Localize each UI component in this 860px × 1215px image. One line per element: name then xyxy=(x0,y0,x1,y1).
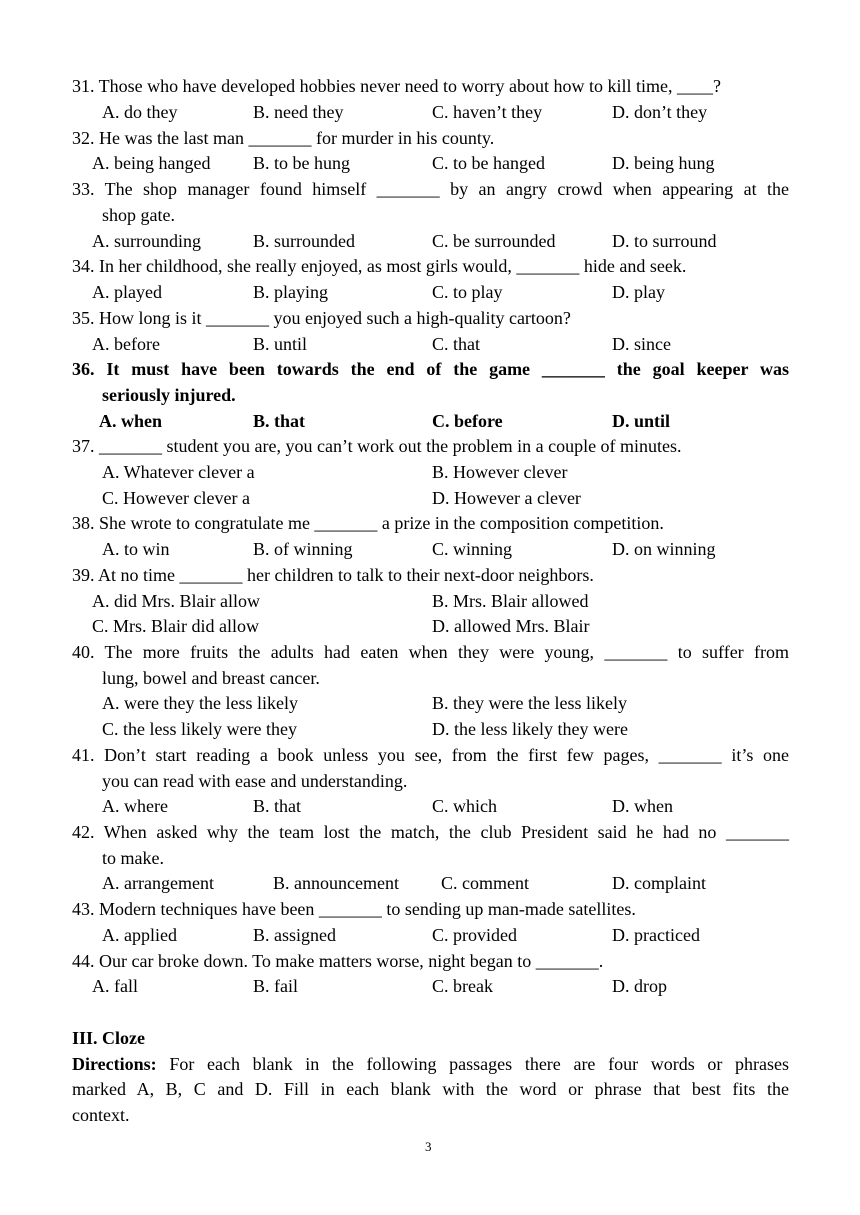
question-44-option-c: C. break xyxy=(432,976,493,996)
question-32-option-d: D. being hung xyxy=(612,153,715,173)
question-37-stem: 37. _______ student you are, you can’t work out the problem in a couple of minutes. xyxy=(72,436,682,456)
question-34-option-b: B. playing xyxy=(253,282,328,302)
question-33-stem: 33. The shop manager found himself _______ by an angry crowd when appearing at the xyxy=(72,179,789,199)
question-39-option-a: A. did Mrs. Blair allow xyxy=(92,591,260,611)
question-33-stem-continued: shop gate. xyxy=(102,205,175,225)
question-38-option-b: B. of winning xyxy=(253,539,353,559)
question-36-option-d: D. until xyxy=(612,411,671,431)
directions-line-1 xyxy=(72,1054,789,1074)
question-32-stem: 32. He was the last man _______ for murder in his county. xyxy=(72,128,495,148)
question-37-option-d: D. However a clever xyxy=(432,488,581,508)
question-42-option-a: A. arrangement xyxy=(102,873,214,893)
question-34-option-c: C. to play xyxy=(432,282,503,302)
question-36-option-a: A. when xyxy=(99,411,163,431)
question-31-option-b: B. need they xyxy=(253,102,344,122)
question-40-option-d: D. the less likely they were xyxy=(432,719,628,739)
question-37-option-c: C. However clever a xyxy=(102,488,250,508)
question-34-option-d: D. play xyxy=(612,282,665,302)
question-41-option-c: C. which xyxy=(432,796,497,816)
question-40-stem-continued: lung, bowel and breast cancer. xyxy=(102,668,320,688)
directions-text-1: For each blank in the following passages there are four words or phrases xyxy=(169,1054,790,1074)
question-43-option-a: A. applied xyxy=(102,925,177,945)
question-41-stem-continued: you can read with ease and understanding. xyxy=(102,771,408,791)
question-38-option-a: A. to win xyxy=(102,539,170,559)
question-43-option-d: D. practiced xyxy=(612,925,700,945)
question-33-option-a: A. surrounding xyxy=(92,231,201,251)
question-40-option-a: A. were they the less likely xyxy=(102,693,298,713)
directions-label: Directions: xyxy=(72,1054,157,1074)
question-39-option-c: C. Mrs. Blair did allow xyxy=(92,616,259,636)
question-41-stem: 41. Don’t start reading a book unless you see, from the first few pages, _______ it’s one xyxy=(72,745,789,765)
question-35-option-a: A. before xyxy=(92,334,160,354)
question-33-option-c: C. be surrounded xyxy=(432,231,556,251)
page-number: 3 xyxy=(425,1139,432,1154)
question-43-option-b: B. assigned xyxy=(253,925,336,945)
section-title: III. Cloze xyxy=(72,1028,145,1048)
question-35-option-c: C. that xyxy=(432,334,480,354)
question-44-option-b: B. fail xyxy=(253,976,298,996)
question-33-option-d: D. to surround xyxy=(612,231,717,251)
question-37-option-a: A. Whatever clever a xyxy=(102,462,255,482)
question-31-option-c: C. haven’t they xyxy=(432,102,543,122)
question-34-option-a: A. played xyxy=(92,282,162,302)
question-40-option-b: B. they were the less likely xyxy=(432,693,627,713)
question-36-option-c: C. before xyxy=(432,411,503,431)
question-44-option-a: A. fall xyxy=(92,976,138,996)
question-38-option-d: D. on winning xyxy=(612,539,716,559)
question-35-option-b: B. until xyxy=(253,334,308,354)
question-42-stem-continued: to make. xyxy=(102,848,164,868)
question-33-option-b: B. surrounded xyxy=(253,231,355,251)
directions-line-2: marked A, B, C and D. Fill in each blank with the word or phrase that best fits the xyxy=(72,1079,789,1099)
question-38-stem: 38. She wrote to congratulate me _______ a prize in the composition competition. xyxy=(72,513,664,533)
question-39-stem: 39. At no time _______ her children to talk to their next-door neighbors. xyxy=(72,565,594,585)
question-36-stem-continued: seriously injured. xyxy=(102,385,236,405)
question-41-option-d: D. when xyxy=(612,796,673,816)
question-32-option-b: B. to be hung xyxy=(253,153,350,173)
question-41-option-b: B. that xyxy=(253,796,301,816)
question-42-option-b: B. announcement xyxy=(273,873,399,893)
question-35-stem: 35. How long is it _______ you enjoyed such a high-quality cartoon? xyxy=(72,308,571,328)
question-42-option-d: D. complaint xyxy=(612,873,706,893)
question-41-option-a: A. where xyxy=(102,796,168,816)
question-36-option-b: B. that xyxy=(253,411,306,431)
question-44-option-d: D. drop xyxy=(612,976,667,996)
question-40-stem: 40. The more fruits the adults had eaten when they were young, _______ to suffer from xyxy=(72,642,789,662)
directions-line-3: context. xyxy=(72,1105,130,1125)
question-36-stem: 36. It must have been towards the end of the game _______ the goal keeper was xyxy=(72,359,789,379)
question-38-option-c: C. winning xyxy=(432,539,513,559)
question-34-stem: 34. In her childhood, she really enjoyed, as most girls would, _______ hide and seek. xyxy=(72,256,687,276)
question-42-option-c: C. comment xyxy=(441,873,529,893)
question-35-option-d: D. since xyxy=(612,334,671,354)
question-42-stem: 42. When asked why the team lost the match, the club President said he had no _______ xyxy=(72,822,789,842)
question-39-option-d: D. allowed Mrs. Blair xyxy=(432,616,590,636)
question-31-option-d: D. don’t they xyxy=(612,102,708,122)
question-40-option-c: C. the less likely were they xyxy=(102,719,297,739)
question-43-option-c: C. provided xyxy=(432,925,517,945)
question-31-stem: 31. Those who have developed hobbies never need to worry about how to kill time, ____? xyxy=(72,76,722,96)
question-32-option-a: A. being hanged xyxy=(92,153,211,173)
question-31-option-a: A. do they xyxy=(102,102,178,122)
question-37-option-b: B. However clever xyxy=(432,462,568,482)
question-32-option-c: C. to be hanged xyxy=(432,153,545,173)
question-44-stem: 44. Our car broke down. To make matters worse, night began to _______. xyxy=(72,951,604,971)
question-43-stem: 43. Modern techniques have been _______ to sending up man-made satellites. xyxy=(72,899,636,919)
question-39-option-b: B. Mrs. Blair allowed xyxy=(432,591,589,611)
